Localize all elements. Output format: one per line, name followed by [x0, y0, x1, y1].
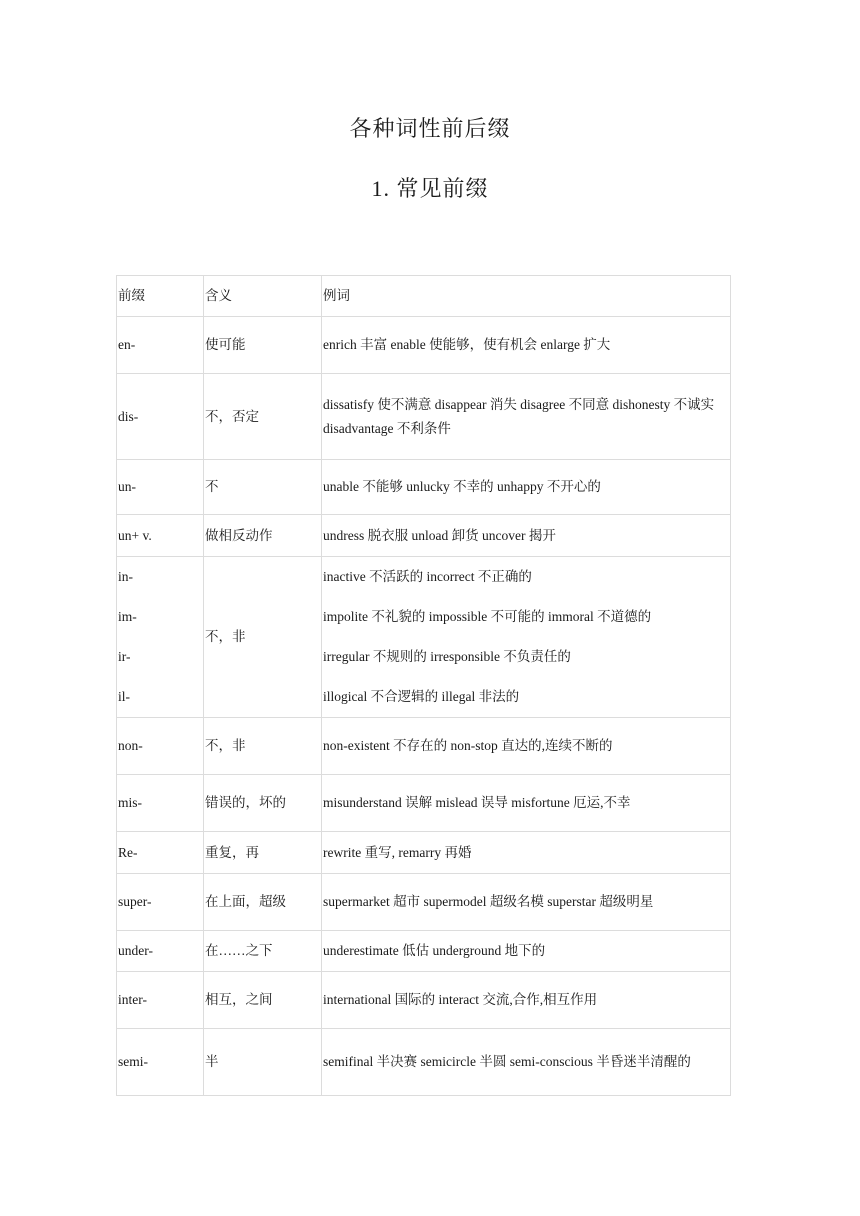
table-row	[117, 460, 731, 515]
prefix-cell: semi-	[117, 1029, 204, 1096]
prefix-cell: super-	[117, 874, 204, 931]
examples-cell: undress 脱衣服 unload 卸货 uncover 揭开	[322, 515, 731, 557]
prefix-cell: un+ v.	[117, 515, 204, 557]
prefix-cell: en-	[117, 317, 204, 374]
examples-cell: misunderstand 误解 mislead 误导 misfortune 厄运,不幸	[322, 775, 731, 832]
table-row	[117, 874, 731, 931]
examples-cell: underestimate 低估 underground 地下的	[322, 931, 731, 972]
meaning-cell: 使可能	[204, 317, 322, 374]
prefix-cell: mis-	[117, 775, 204, 832]
prefix-cell: non-	[117, 718, 204, 775]
examples-cell: supermarket 超市 supermodel 超级名模 superstar 超级明星	[322, 874, 731, 931]
table-header-row	[117, 276, 731, 317]
examples-cell: semifinal 半决赛 semicircle 半圆 semi-conscious 半昏迷半清醒的	[322, 1029, 731, 1096]
prefix-cell	[117, 557, 204, 718]
table-row	[117, 317, 731, 374]
prefix-cell: under-	[117, 931, 204, 972]
prefix-line: im-	[118, 609, 137, 624]
examples-cell: dissatisfy 使不满意 disappear 消失 disagree 不同意 dishonesty 不诚实 disadvantage 不利条件	[322, 374, 731, 460]
prefix-cell: un-	[117, 460, 204, 515]
meaning-cell: 在……之下	[204, 931, 322, 972]
header-prefix: 前缀	[117, 276, 204, 317]
examples-cell: unable 不能够 unlucky 不幸的 unhappy 不开心的	[322, 460, 731, 515]
table-row-negation-group	[117, 557, 731, 718]
table-row	[117, 718, 731, 775]
examples-cell	[322, 557, 731, 718]
meaning-cell: 相互，之间	[204, 972, 322, 1029]
prefix-cell: inter-	[117, 972, 204, 1029]
prefix-cell: Re-	[117, 832, 204, 874]
examples-cell: international 国际的 interact 交流,合作,相互作用	[322, 972, 731, 1029]
example-line: illogical 不合逻辑的 illegal 非法的	[323, 689, 520, 704]
examples-cell: rewrite 重写, remarry 再婚	[322, 832, 731, 874]
meaning-cell: 错误的，坏的	[204, 775, 322, 832]
meaning-cell: 不，非	[204, 718, 322, 775]
meaning-cell: 不，否定	[204, 374, 322, 460]
table-row	[117, 1029, 731, 1096]
examples-cell: enrich 丰富 enable 使能够，使有机会 enlarge 扩大	[322, 317, 731, 374]
prefix-cell: dis-	[117, 374, 204, 460]
prefix-table	[116, 275, 731, 1096]
meaning-cell: 在上面，超级	[204, 874, 322, 931]
table-row	[117, 775, 731, 832]
prefix-line: ir-	[118, 649, 131, 664]
table-row	[117, 374, 731, 460]
examples-cell: non-existent 不存在的 non-stop 直达的,连续不断的	[322, 718, 731, 775]
prefix-line: in-	[118, 569, 133, 584]
example-line: inactive 不活跃的 incorrect 不正确的	[323, 569, 532, 584]
example-line: irregular 不规则的 irresponsible 不负责任的	[323, 649, 571, 664]
table-row	[117, 972, 731, 1029]
header-meaning: 含义	[204, 276, 322, 317]
meaning-cell: 不，非	[204, 557, 322, 718]
table-row	[117, 832, 731, 874]
header-examples: 例词	[322, 276, 731, 317]
prefix-line: il-	[118, 689, 130, 704]
table-row	[117, 931, 731, 972]
meaning-cell: 不	[204, 460, 322, 515]
example-line: impolite 不礼貌的 impossible 不可能的 immoral 不道德的	[323, 609, 652, 624]
meaning-cell: 半	[204, 1029, 322, 1096]
document-title: 各种词性前后缀	[349, 116, 511, 141]
table-row	[117, 515, 731, 557]
meaning-cell: 做相反动作	[204, 515, 322, 557]
section-heading: 1. 常见前缀	[371, 176, 489, 201]
meaning-cell: 重复，再	[204, 832, 322, 874]
